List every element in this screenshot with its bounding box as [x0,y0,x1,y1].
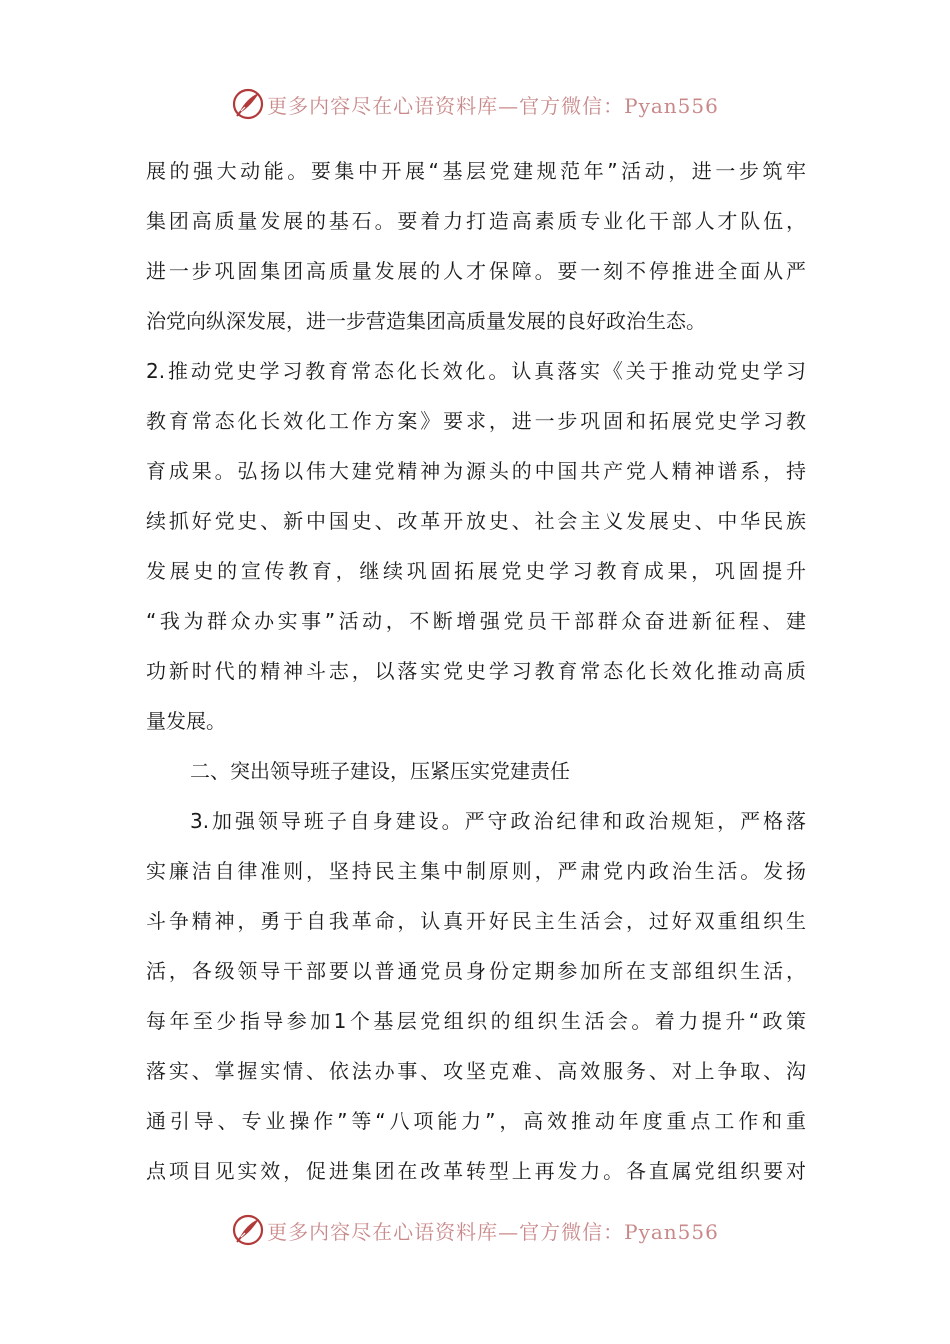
quill-logo-icon [231,1213,265,1247]
text-line: 展的强大动能。要集中开展“基层党建规范年”活动，进一步筑牢 [146,159,806,183]
text-line: 集团高质量发展的基石。要着力打造高素质专业化干部人才队伍， [146,209,806,233]
text-line: 点项目见实效，促进集团在改革转型上再发力。各直属党组织要对 [146,1159,806,1183]
text-line: 量发展。 [146,709,226,733]
text-line: 活，各级领导干部要以普通党员身份定期参加所在支部组织生活， [146,959,806,983]
text-line: 斗争精神，勇于自我革命，认真开好民主生活会，过好双重组织生 [146,909,806,933]
text-line: 续抓好党史、新中国史、改革开放史、社会主义发展史、中华民族 [146,509,806,533]
text-line: 功新时代的精神斗志，以落实党史学习教育常态化长效化推动高质 [146,659,806,683]
text-line: 实廉洁自律准则，坚持民主集中制原则，严肃党内政治生活。发扬 [146,859,806,883]
text-line: 落实、掌握实情、依法办事、攻坚克难、高效服务、对上争取、沟 [146,1059,806,1083]
section-heading: 二、突出领导班子建设，压紧压实党建责任 [190,759,570,783]
text-line: 进一步巩固集团高质量发展的人才保障。要一刻不停推进全面从严 [146,259,806,283]
quill-logo-icon [231,87,265,121]
text-line: 每年至少指导参加1个基层党组织的组织生活会。着力提升“政策 [146,1009,806,1033]
watermark-text: 更多内容尽在心语资料库—官方微信：Pyan556 [267,1219,719,1244]
text-line: 3.加强领导班子自身建设。严守政治纪律和政治规矩，严格落 [190,809,806,833]
text-line: 通引导、专业操作”等“八项能力”，高效推动年度重点工作和重 [146,1109,806,1133]
watermark-text: 更多内容尽在心语资料库—官方微信：Pyan556 [267,93,719,118]
text-line: 2.推动党史学习教育常态化长效化。认真落实《关于推动党史学习 [146,359,806,383]
text-line: 发展史的宣传教育，继续巩固拓展党史学习教育成果，巩固提升 [146,559,806,583]
watermark-footer [0,1210,950,1250]
text-line: 治党向纵深发展，进一步营造集团高质量发展的良好政治生态。 [146,309,706,333]
text-line: 育成果。弘扬以伟大建党精神为源头的中国共产党人精神谱系，持 [146,459,806,483]
document-body [146,146,806,1196]
text-line: 教育常态化长效化工作方案》要求，进一步巩固和拓展党史学习教 [146,409,806,433]
watermark-header [0,84,950,124]
text-line: “我为群众办实事”活动，不断增强党员干部群众奋进新征程、建 [146,609,806,633]
